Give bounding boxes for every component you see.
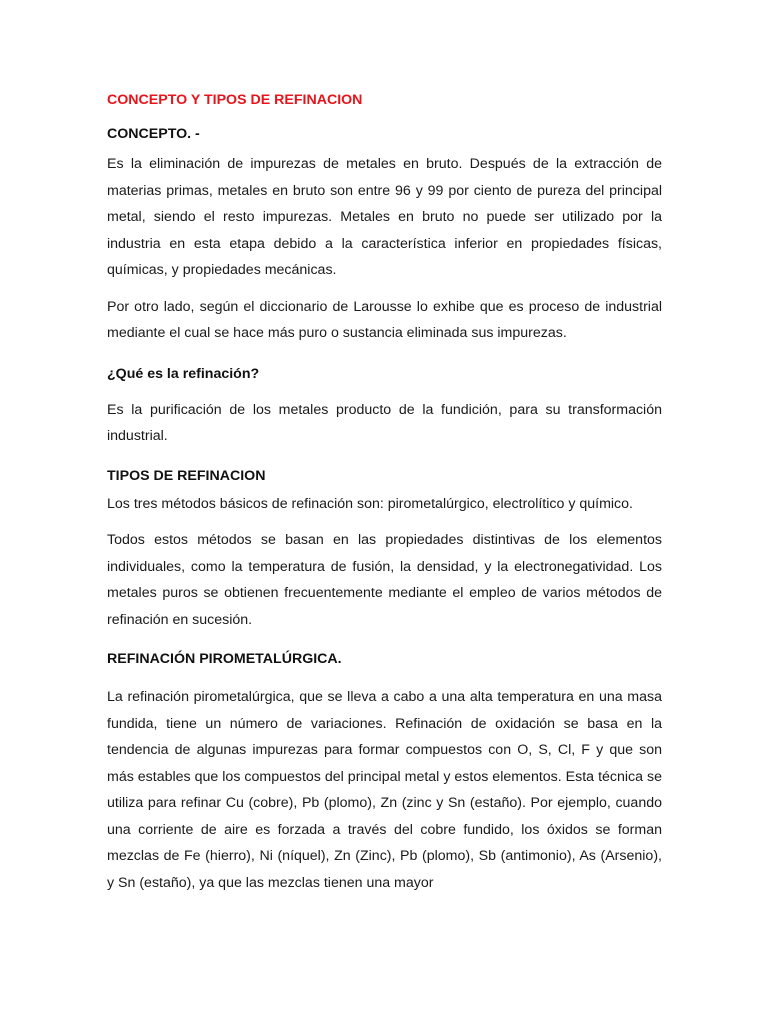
que-es-paragraph: Es la purificación de los metales producto de la fundición, para su transformación industrial. [107,401,662,444]
tipos-paragraph-2: Todos estos métodos se basan en las propiedades distintivas de los elementos individuales, como la temperatura de fusión, la densidad, y la electronegatividad. Los metales puros se obtienen frecuentemente mediante el empleo de varios métodos de refinación en sucesión. [107,532,662,628]
concepto-paragraph-2: Por otro lado, según el diccionario de Larousse lo exhibe que es proceso de industrial mediante el cual se hace más puro o sustancia eliminada sus impurezas. [107,298,662,341]
tipos-heading: TIPOS DE REFINACION [107,467,266,484]
concepto-paragraph-1: Es la eliminación de impurezas de metales en bruto. Después de la extracción de materias primas, metales en bruto son entre 96 y 99 por ciento de pureza del principal metal, siendo el resto impurezas. Metales en bruto no puede ser utilizado por la industria en esta etapa debido a la característica inferior en propiedades físicas, químicas, y propiedades mecánicas. [107,156,662,278]
document-title: CONCEPTO Y TIPOS DE REFINACION [107,92,363,108]
que-es-heading: ¿Qué es la refinación? [107,365,260,382]
pirometalurgica-heading: REFINACIÓN PIROMETALÚRGICA. [107,651,342,667]
concepto-heading: CONCEPTO. - [107,126,200,142]
pirometalurgica-paragraph: La refinación pirometalúrgica, que se lleva a cabo a una alta temperatura en una masa fundida, tiene un número de variaciones. Refinación de oxidación se basa en la tendencia de algunas impurezas para formar compuestos con O, S, Cl, F y que son más estables que los compuestos del principal metal y estos elementos. Esta técnica se utiliza para refinar Cu (cobre), Pb (plomo), Zn (zinc y Sn (estaño). Por ejemplo, cuando una corriente de aire es forzada a través del cobre fundido, los óxidos se forman mezclas de Fe (hierro), Ni (níquel), Zn (Zinc), Pb (plomo), Sb (antimonio), As (Arsenio), y Sn (estaño), ya que las mezclas tienen una mayor [107,689,662,891]
tipos-paragraph-1: Los tres métodos básicos de refinación son: pirometalúrgico, electrolítico y químico. [107,495,633,512]
